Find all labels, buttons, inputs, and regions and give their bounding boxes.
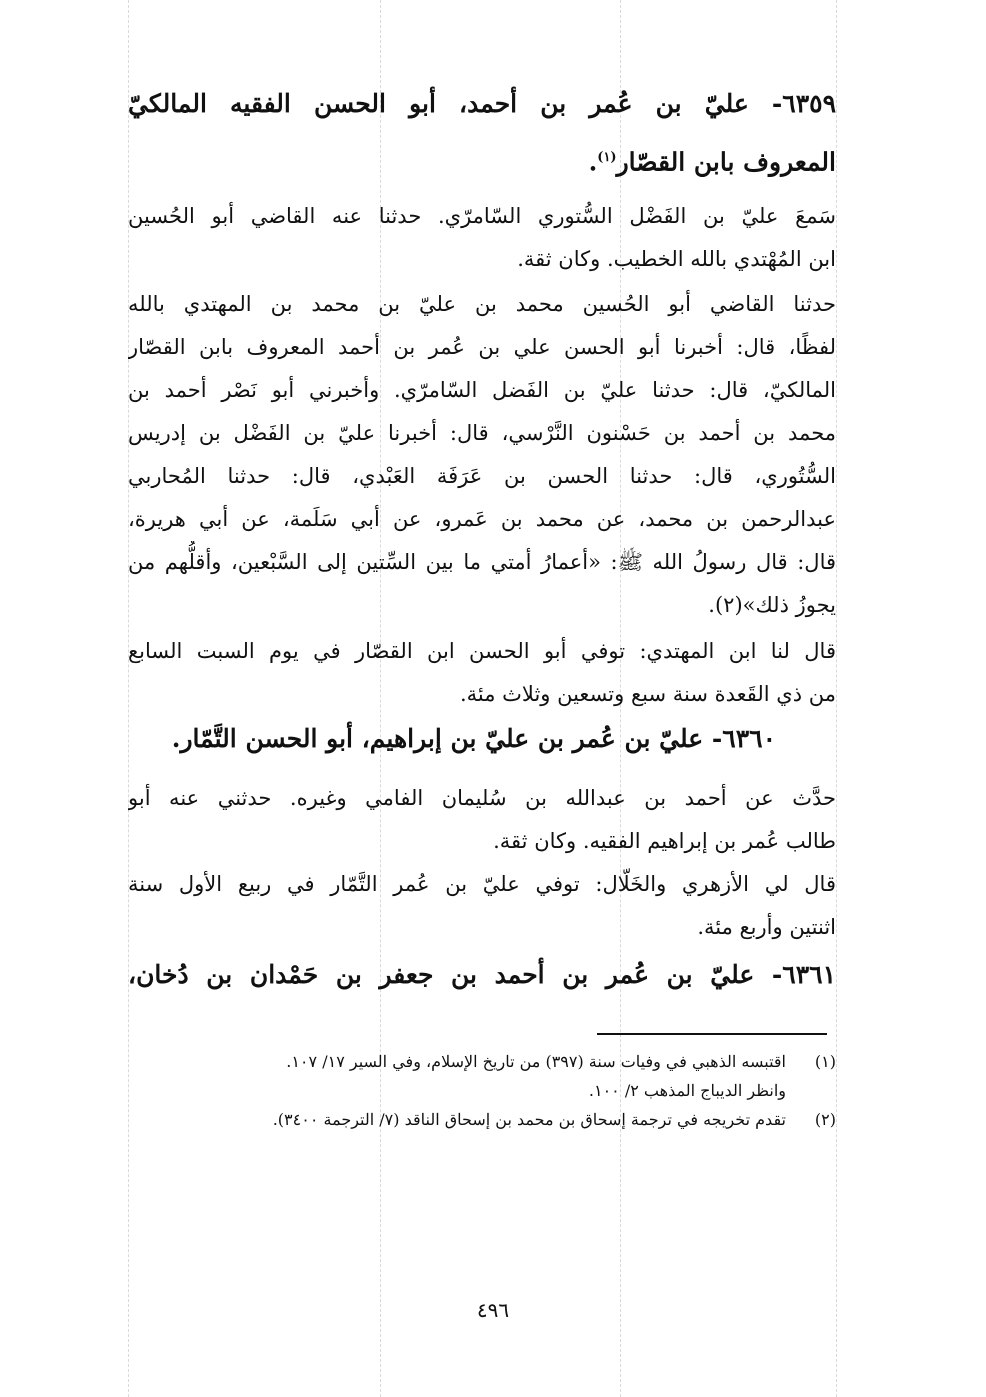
text-line: السُّتُوري، قال: حدثنا الحسن بن عَرَفَة العَبْدي، قال: حدثنا المُحاربي (128, 464, 836, 488)
footnote-text: اقتبسه الذهبي في وفيات سنة (٣٩٧) من تاريخ الإسلام، وفي السير ١٧/ ١٠٧. (286, 1052, 786, 1071)
text-line: عبدالرحمن بن محمد، عن محمد بن عَمرو، عن أبي سَلَمة، عن أبي هريرة، (128, 507, 836, 531)
paragraph (128, 777, 836, 863)
footnote-1 (128, 1047, 836, 1076)
page-number: ٤٩٦ (476, 1298, 510, 1322)
footnote-separator (597, 1033, 827, 1035)
text-line: يجوزُ ذلك»(٢). (708, 593, 836, 617)
text-line: قال لي الأزهري والخَلّال: توفي عليّ بن عُمر التَّمّار في ربيع الأول سنة (128, 872, 836, 896)
text-line: قال: قال رسولُ الله ﷺ: «أعمارُ أمتي ما بين السِّتين إلى السَّبْعين، وأقلُّهم من (128, 550, 836, 574)
entry-heading-6360 (128, 712, 836, 766)
text-line: اثنتين وأربع مئة. (697, 915, 836, 939)
text-line: محمد بن أحمد بن حَسْنون النَّرْسي، قال: أخبرنا عليّ بن الفَضْل بن إدريس (128, 421, 836, 445)
text-line: طالب عُمر بن إبراهيم الفقيه. وكان ثقة. (493, 829, 836, 853)
heading-line (128, 131, 836, 185)
heading-end: . (588, 147, 598, 177)
text-line: قال لنا ابن المهتدي: توفي أبو الحسن ابن القصّار في يوم السبت السابع (128, 639, 836, 663)
footnote-1-continued (128, 1076, 836, 1105)
paragraph (128, 283, 836, 627)
heading-line: ٦٣٦١- عليّ بن عُمر بن أحمد بن جعفر بن حَمْدان بن دُخان، (128, 960, 836, 989)
entry-heading-6359 (128, 77, 836, 185)
text-line: سَمعَ عليّ بن الفَضْل السُّتوري السّامرّي. حدثنا عنه القاضي أبو الحُسين (128, 204, 836, 228)
heading-line: ٦٣٥٩- عليّ بن عُمر بن أحمد، أبو الحسن الفقيه المالكيّ (128, 89, 836, 118)
footnotes (128, 1047, 836, 1134)
text-line: المالكيّ، قال: حدثنا عليّ بن الفَضل السّامرّي. وأخبرني أبو نَصْر أحمد بن (128, 378, 836, 402)
heading-text: المعروف بابن القصّار (616, 147, 836, 177)
paragraph (128, 630, 836, 716)
footnote-text: وانظر الديباج المذهب ٢/ ١٠٠. (588, 1081, 786, 1100)
footnote-number: (١) (814, 1052, 836, 1071)
text-line: حدثنا القاضي أبو الحُسين محمد بن عليّ بن محمد بن المهتدي بالله (128, 292, 836, 316)
text-line: حدَّث عن أحمد بن عبدالله بن سُليمان الفامي وغيره. حدثني عنه أبو (128, 786, 836, 810)
text-line: لفظًا، قال: أخبرنا أبو الحسن علي بن عُمر بن أحمد المعروف بابن القصّار (128, 335, 836, 359)
scan-guide-line (836, 0, 837, 1397)
footnote-ref: (١) (597, 150, 617, 165)
text-line: ابن المُهْتدي بالله الخطيب. وكان ثقة. (517, 247, 836, 271)
footnote-2 (128, 1105, 836, 1134)
entry-heading-6361 (128, 948, 836, 1002)
heading-line: ٦٣٦٠- عليّ بن عُمر بن عليّ بن إبراهيم، أبو الحسن التَّمّار. (171, 724, 776, 753)
footnote-number: (٢) (814, 1110, 836, 1129)
paragraph (128, 195, 836, 281)
text-line: من ذي القَعدة سنة سبع وتسعين وثلاث مئة. (459, 682, 836, 706)
paragraph (128, 863, 836, 949)
footnote-text: تقدم تخريجه في ترجمة إسحاق بن محمد بن إسحاق الناقد (٧/ الترجمة ٣٤٠٠). (272, 1110, 786, 1129)
